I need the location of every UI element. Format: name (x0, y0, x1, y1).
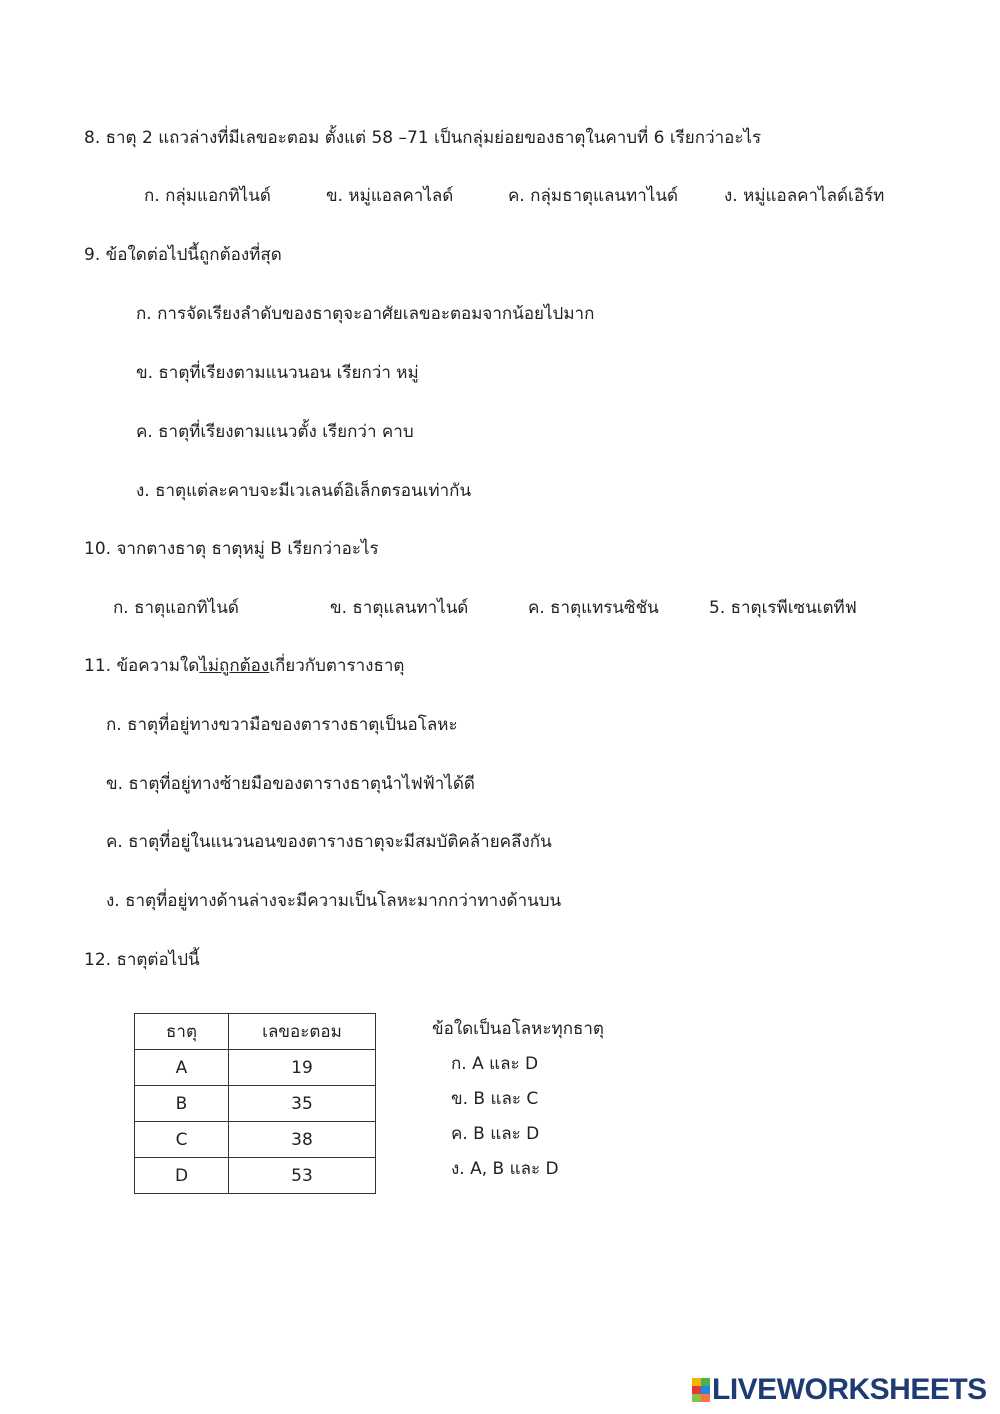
q9-choice-c[interactable]: ค. ธาตุที่เรียงตามแนวตั้ง เรียกว่า คาบ (136, 422, 414, 442)
table-header-element: ธาตุ (135, 1014, 229, 1050)
logo-square-4 (701, 1386, 710, 1394)
q12-choice-d[interactable]: ง. A, B และ D (451, 1159, 559, 1179)
q10-choice-a[interactable]: ก. ธาตุแอกทิไนด์ (113, 598, 239, 618)
q11-choice-d[interactable]: ง. ธาตุที่อยู่ทางด้านล่างจะมีความเป็นโลหะมากกว่าทางด้านบน (106, 891, 562, 911)
q11-choice-a[interactable]: ก. ธาตุที่อยู่ทางขวามือของตารางธาตุเป็นอโลหะ (106, 715, 458, 735)
table-row (135, 1158, 376, 1194)
logo-text: LIVEWORKSHEETS (712, 1373, 987, 1406)
q12-choice-c[interactable]: ค. B และ D (451, 1124, 540, 1144)
table-row (135, 1122, 376, 1158)
q8-choice-d[interactable]: ง. หมู่แอลคาไลด์เอิร์ท (724, 186, 885, 206)
table-header-atomic-number: เลขอะตอม (229, 1014, 376, 1050)
question-8-text: 8. ธาตุ 2 แถวล่างที่มีเลขอะตอม ตั้งแต่ 58 –71 เป็นกลุ่มย่อยของธาตุในคาบที่ 6 เรียกว่าอะไร (84, 128, 762, 148)
table-row (135, 1050, 376, 1086)
table-header-row (135, 1014, 376, 1050)
element-table (134, 1013, 376, 1194)
q11-underlined-word: ไม่ถูกต้อง (199, 656, 270, 676)
question-10-text: 10. จากตางธาตุ ธาตุหมู่ B เรียกว่าอะไร (84, 539, 379, 559)
table-cell-element: A (135, 1050, 229, 1086)
question-9-text: 9. ข้อใดต่อไปนี้ถูกต้องที่สุด (84, 245, 282, 265)
q9-choice-b[interactable]: ข. ธาตุที่เรียงตามแนวนอน เรียกว่า หมู่ (136, 363, 419, 383)
table-cell-atomic-number: 53 (229, 1158, 376, 1194)
q10-choice-b[interactable]: ข. ธาตุแลนทาไนด์ (330, 598, 469, 618)
logo-square-2 (701, 1378, 710, 1386)
table-cell-element: C (135, 1122, 229, 1158)
q8-choice-b[interactable]: ข. หมู่แอลคาไลด์ (326, 186, 454, 206)
q9-choice-d[interactable]: ง. ธาตุแต่ละคาบจะมีเวเลนต์อิเล็กตรอนเท่ากัน (136, 481, 472, 501)
logo-square-5 (692, 1394, 701, 1402)
logo-mark-icon (692, 1378, 710, 1402)
q10-choice-c[interactable]: ค. ธาตุแทรนซิชัน (528, 598, 659, 618)
q10-choice-d[interactable]: 5. ธาตุเรพีเซนเตทีฟ (709, 598, 857, 618)
liveworksheets-logo (692, 1374, 987, 1406)
table-cell-element: D (135, 1158, 229, 1194)
table-cell-element: B (135, 1086, 229, 1122)
q11-choice-c[interactable]: ค. ธาตุที่อยู่ในแนวนอนของตารางธาตุจะมีสมบัติคล้ายคลึงกัน (106, 832, 552, 852)
table-cell-atomic-number: 38 (229, 1122, 376, 1158)
logo-square-3 (692, 1386, 701, 1394)
q12-question: ข้อใดเป็นอโลหะทุกธาตุ (432, 1019, 604, 1039)
q11-prefix: 11. ข้อความใด (84, 656, 200, 676)
logo-square-6 (701, 1394, 710, 1402)
question-12-text: 12. ธาตุต่อไปนี้ (84, 950, 200, 970)
q8-choice-a[interactable]: ก. กลุ่มแอกทิไนด์ (144, 186, 271, 206)
table-row (135, 1086, 376, 1122)
q9-choice-a[interactable]: ก. การจัดเรียงลำดับของธาตุจะอาศัยเลขอะตอมจากน้อยไปมาก (136, 304, 595, 324)
question-11-text (84, 655, 404, 677)
q12-choice-a[interactable]: ก. A และ D (451, 1054, 539, 1074)
q8-choice-c[interactable]: ค. กลุ่มธาตุแลนทาไนด์ (508, 186, 679, 206)
q12-choice-b[interactable]: ข. B และ C (451, 1089, 539, 1109)
table-cell-atomic-number: 35 (229, 1086, 376, 1122)
q11-choice-b[interactable]: ข. ธาตุที่อยู่ทางซ้ายมือของตารางธาตุนำไฟฟ้าได้ดี (106, 774, 475, 794)
logo-square-1 (692, 1378, 701, 1386)
table-cell-atomic-number: 19 (229, 1050, 376, 1086)
q11-suffix: เกี่ยวกับตารางธาตุ (269, 656, 405, 676)
